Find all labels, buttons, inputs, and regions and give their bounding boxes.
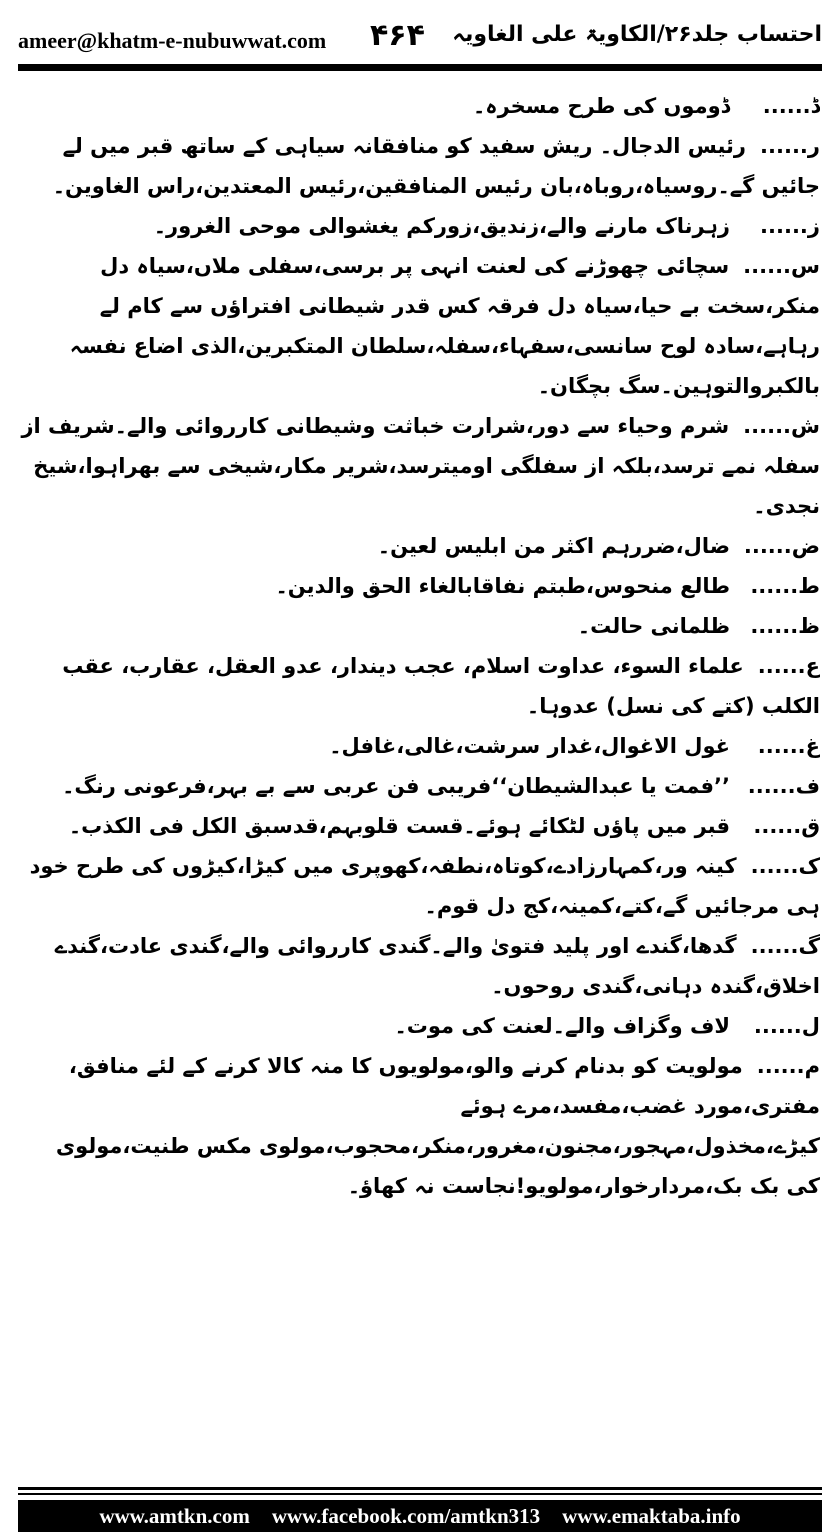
- entry-text: زہرناک مارنے والے،زندیق،زورکم یغشوالی موحی الغرور۔: [153, 214, 730, 238]
- entry-ghain: [20, 726, 820, 766]
- entry-text: گدھا،گندے اور پلید فتویٰ والے۔گندی کارروائی والے،گندی عادت،گندے اخلاق،گندہ دہانی،گندی روحوں۔: [54, 934, 820, 998]
- entry-text: طالع منحوس،طبتم نفاقابالغاء الحق والدین۔: [275, 574, 730, 598]
- entry-seen: [20, 246, 820, 406]
- entry-text: ظلمانی حالت۔: [577, 614, 730, 638]
- footer-link-facebook[interactable]: www.facebook.com/amtkn313: [271, 1503, 541, 1528]
- entry-text: لاف وگزاف والے۔لعنت کی موت۔: [394, 1014, 730, 1038]
- entry-text: کینہ ور،کمہارزادے،کوتاہ،نطفہ،کھوپری میں کیڑا،کیڑوں کی طرح خود ہی مرجائیں گے،کتے،کمینہ،کج دل قوم۔: [29, 854, 820, 918]
- entry-toe: [20, 566, 820, 606]
- footer-rule-thin: [18, 1493, 822, 1495]
- entry-text: سچائی چھوڑنے کی لعنت انہی پر برسی،سفلی ملاں،سیاہ دل منکر،سخت بے حیا،سیاہ دل فرقہ کس قدر شیطانی افتراؤں سے کام لے رہاہے،سادہ لوح سانسی،سفہاء،سفلہ،سلطان المتکبرین،الذی اضاع نفسہ بالکبروالتوہین۔سگ بچگان۔: [69, 254, 820, 398]
- footer-link-emaktaba[interactable]: www.emaktaba.info: [562, 1503, 741, 1528]
- header-rule: [18, 64, 822, 71]
- entry-qaf: [20, 806, 820, 846]
- entry-letter: ق......: [753, 814, 820, 838]
- entry-zoe: [20, 606, 820, 646]
- entry-letter: گ......: [750, 934, 820, 958]
- entry-text: رئیس الدجال۔ ریش سفید کو منافقانہ سیاہی کے ساتھ قبر میں لے جائیں گے۔روسیاہ،روباہ،بان رئیس المنافقین،رئیس المعتدین،راس الغاوین۔: [52, 134, 820, 198]
- entry-letter: ض......: [743, 534, 820, 558]
- entry-letter: ف......: [747, 774, 820, 798]
- entry-ain: [20, 646, 820, 726]
- entry-text: علماء السوء، عداوت اسلام، عجب دیندار، عدو العقل، عقارب، عقب الکلب (کتے کی نسل) عدوہا۔: [62, 654, 820, 718]
- entry-zaad: [20, 526, 820, 566]
- entry-letter: ط......: [750, 574, 820, 598]
- entry-letter: غ......: [757, 734, 820, 758]
- entry-letter: ل......: [753, 1014, 820, 1038]
- entry-letter: م......: [756, 1054, 820, 1078]
- header-email: ameer@khatm-e-nubuwwat.com: [18, 28, 327, 53]
- entry-text: غول الاغوال،غدار سرشت،غالی،غافل۔: [329, 734, 730, 758]
- entry-text: ’’فمت یا عبدالشیطان‘‘فریبی فن عربی سے بے بہر،فرعونی رنگ۔: [62, 774, 730, 798]
- page-header: [18, 14, 822, 62]
- footer-link-amtkn[interactable]: www.amtkn.com: [99, 1503, 250, 1528]
- entry-dal: [20, 86, 820, 126]
- entry-letter: ک......: [750, 854, 820, 878]
- entry-sheen: [20, 406, 820, 526]
- entry-letter: س......: [743, 254, 820, 278]
- footer-rule-thick: [18, 1487, 822, 1490]
- page-number: ۴۶۴: [370, 18, 425, 53]
- entry-fe: [20, 766, 820, 806]
- entry-lam: [20, 1006, 820, 1046]
- entry-gaf: [20, 926, 820, 1006]
- entry-text: شرم وحیاء سے دور،شرارت خباثت وشیطانی کارروائی والے۔شریف از سفلہ نمے ترسد،بلکہ از سفلگی اومیترسد،شریر مکار،شیخی سے بھراہوا،شیخ نجدی۔: [21, 414, 820, 518]
- entry-meem: [20, 1046, 820, 1206]
- page-body: [20, 86, 820, 1472]
- entry-letter: ڈ......: [762, 94, 820, 118]
- entry-kaf: [20, 846, 820, 926]
- entry-letter: ع......: [757, 654, 820, 678]
- entry-letter: ظ......: [750, 614, 820, 638]
- entry-text: ضال،ضررہم اکثر من ابلیس لعین۔: [377, 534, 730, 558]
- entry-text: قبر میں پاؤں لٹکائے ہوئے۔قست قلوبہم،قدسبق الکل فی الکذب۔: [68, 814, 730, 838]
- entry-letter: ر......: [760, 134, 820, 158]
- entry-letter: ز......: [760, 214, 820, 238]
- book-title: احتساب جلد۲۶/الکاویۃ علی الغاویہ: [452, 22, 822, 47]
- footer-bar: [18, 1500, 822, 1532]
- entry-re: [20, 126, 820, 206]
- entry-text: مولویت کو بدنام کرنے والو،مولویوں کا منہ کالا کرنے کے لئے منافق، مفتری،مورد غضب،مفسد،مرے ہوئے کیڑے،مخذول،مہجور،مجنون،مغرور،منکر،محجوب،مولوی مکس طنیت،مولوی کی بک بک،مردارخوار،مولویو!نجاست نہ کھاؤ۔: [55, 1054, 820, 1198]
- entry-text: ڈوموں کی طرح مسخرہ۔: [472, 94, 730, 118]
- entry-letter: ش......: [743, 414, 820, 438]
- entry-ze: [20, 206, 820, 246]
